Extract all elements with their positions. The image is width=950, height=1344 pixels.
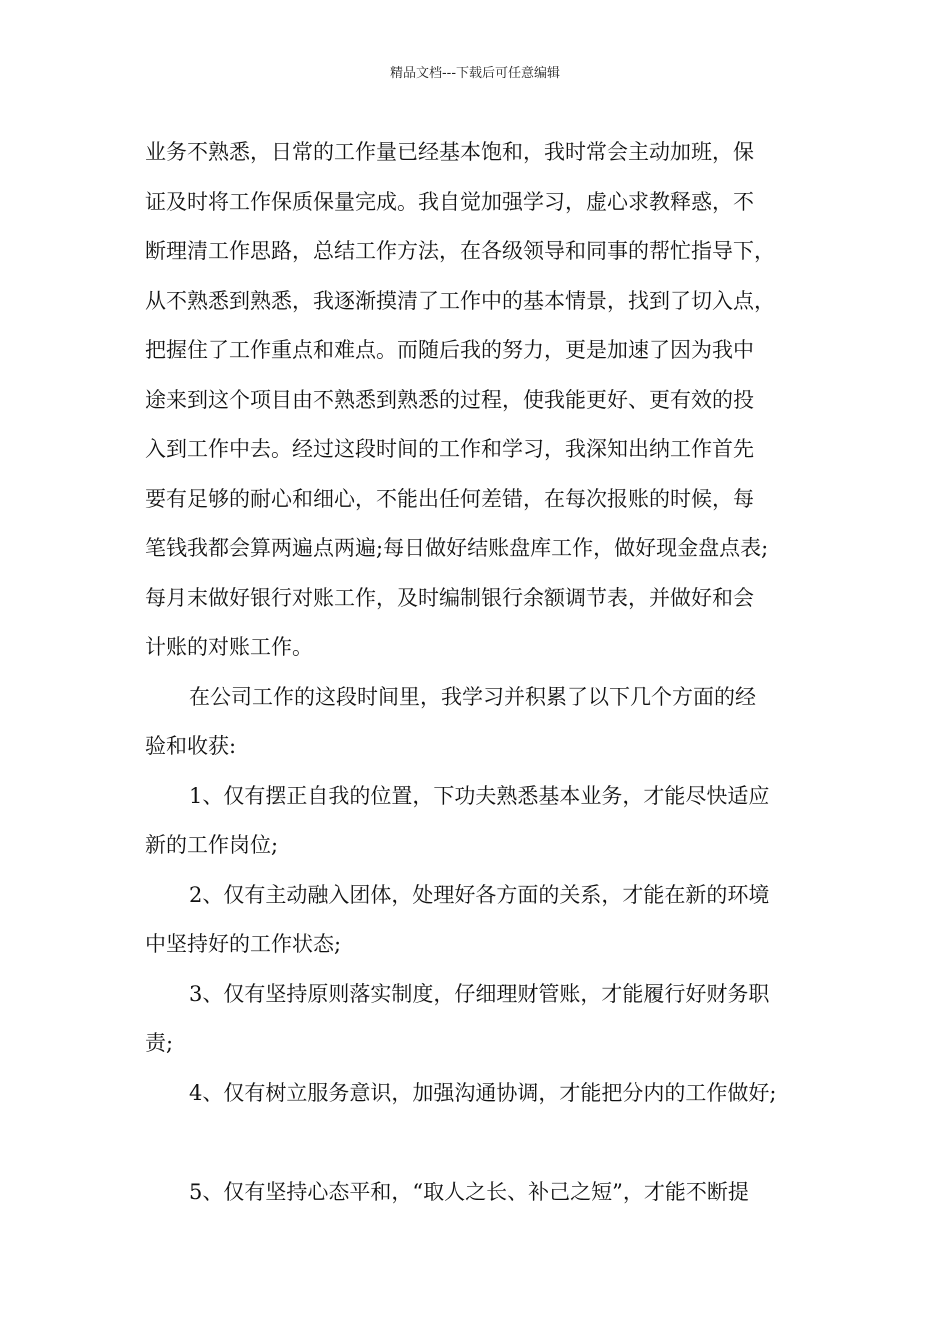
- text-line: 入到工作中去。经过这段时间的工作和学习，我深知出纳工作首先: [145, 437, 754, 461]
- list-item-4: 4、仅有树立服务意识，加强沟通协调，才能把分内的工作做好;: [189, 1080, 777, 1105]
- text-line: 验和收获:: [145, 734, 237, 758]
- list-item-5: 5、仅有坚持心态平和，“取人之长、补己之短”，才能不断提: [189, 1179, 749, 1204]
- text-line: 证及时将工作保质保量完成。我自觉加强学习，虚心求教释惑，不: [145, 189, 754, 214]
- document-body: [145, 128, 825, 1217]
- list-item-2: 2、仅有主动融入团体，处理好各方面的关系，才能在新的环境: [189, 882, 770, 907]
- text-line: 计账的对账工作。: [145, 635, 313, 659]
- text-line: 中坚持好的工作状态;: [145, 932, 342, 956]
- text-line: 从不熟悉到熟悉，我逐渐摸清了工作中的基本情景，找到了切入点，: [145, 288, 775, 313]
- page-header: 精品文档---下载后可任意编辑: [389, 66, 561, 81]
- text-line: 每月末做好银行对账工作，及时编制银行余额调节表，并做好和会: [145, 585, 754, 610]
- list-item-3: 3、仅有坚持原则落实制度，仔细理财管账，才能履行好财务职: [189, 981, 770, 1006]
- text-line: 新的工作岗位;: [145, 833, 279, 857]
- text-line: 要有足够的耐心和细心，不能出任何差错，在每次报账的时候，每: [145, 486, 754, 511]
- text-line: 途来到这个项目由不熟悉到熟悉的过程，使我能更好、更有效的投: [145, 387, 754, 412]
- text-line: 笔钱我都会算两遍点两遍;每日做好结账盘库工作，做好现金盘点表;: [145, 536, 769, 560]
- paragraph-first-line: 在公司工作的这段时间里，我学习并积累了以下几个方面的经: [189, 684, 756, 709]
- text-line: 业务不熟悉，日常的工作量已经基本饱和，我时常会主动加班，保: [145, 140, 754, 164]
- blank-line: [145, 1118, 825, 1168]
- text-line: 断理清工作思路，总结工作方法，在各级领导和同事的帮忙指导下，: [145, 239, 775, 263]
- text-line: 责;: [145, 1031, 174, 1055]
- list-item-1: 1、仅有摆正自我的位置，下功夫熟悉基本业务，才能尽快适应: [189, 783, 770, 808]
- text-line: 把握住了工作重点和难点。而随后我的努力，更是加速了因为我中: [145, 338, 754, 362]
